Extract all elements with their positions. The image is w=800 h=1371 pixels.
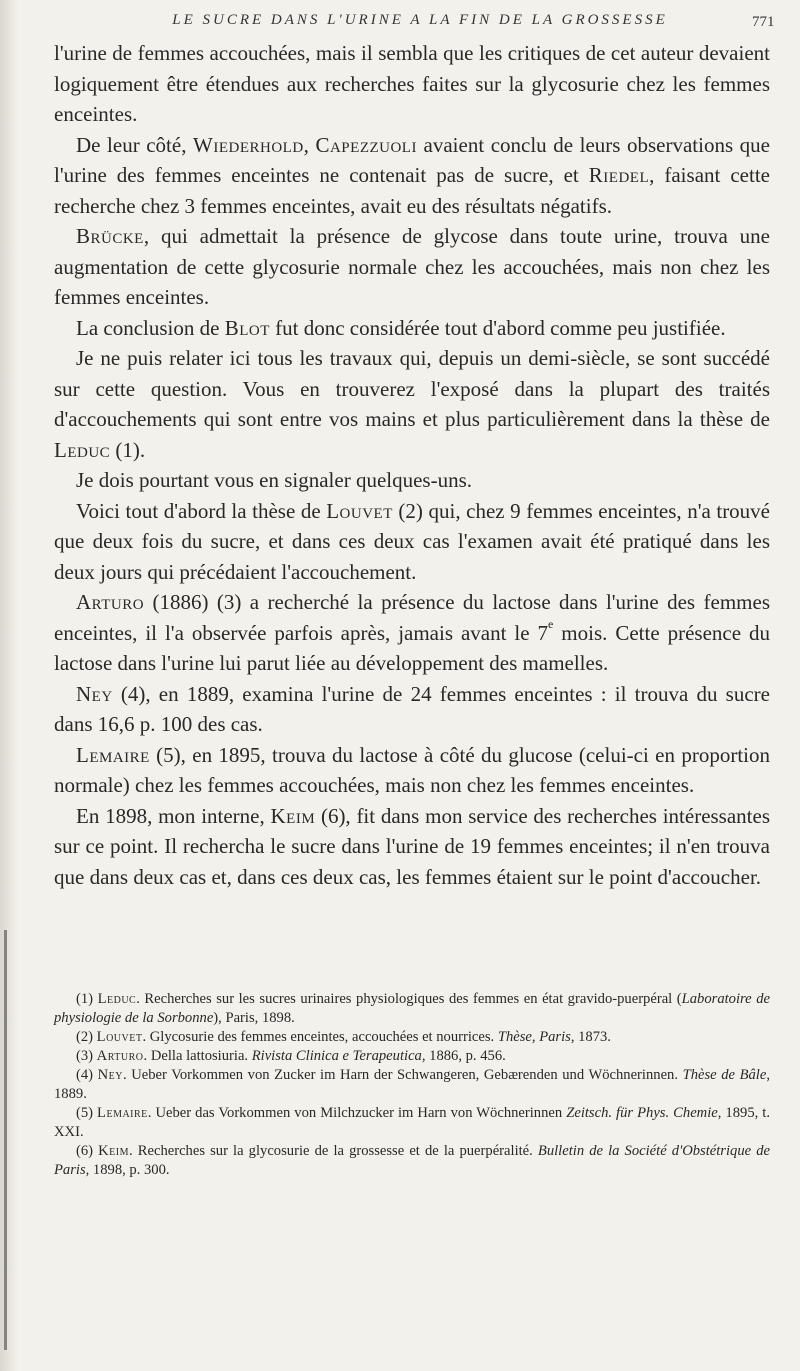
paragraph-text: (2) qui, chez 9 femmes enceintes, n'a trouvé que deux fois du sucre, et dans ces deux cas l'examen avait été pratiqué dans les deux jours qui précédaient l'accouchement. — [54, 498, 771, 584]
paragraph — [54, 679, 770, 740]
paragraph-text: De leur côté, — [76, 132, 194, 157]
paragraph — [54, 465, 770, 496]
author-name: Lemaire — [76, 742, 150, 767]
paragraph — [54, 587, 770, 679]
author-name: Keim — [270, 803, 316, 828]
footnote — [54, 1047, 770, 1066]
paragraph — [54, 38, 770, 130]
paragraph-text: La conclusion de — [76, 315, 225, 340]
footnote-source: Thèse, Paris — [497, 1029, 571, 1045]
author-name: Brücke — [76, 224, 144, 248]
paragraph — [54, 496, 770, 588]
body-text — [54, 38, 770, 892]
author-name: Ney — [76, 681, 113, 706]
footnote-source: Thèse de Bâle — [682, 1067, 767, 1083]
footnote — [54, 1066, 770, 1104]
footnote-text: ), Paris, 1898. — [213, 1010, 295, 1026]
paragraph-text: (6), fit dans mon service des recherches intéressantes sur ce point. Il rechercha le sucre dans l'urine de 19 femmes enceintes; il n'en trouva que dans deux cas et, dans ces deux cas, les femmes étaient sur le point d'accoucher. — [54, 803, 771, 889]
paragraph — [54, 221, 770, 313]
paragraph-text: avaient conclu de leurs observations que l'urine des femmes enceintes ne contenait pas de sucre, et — [54, 132, 770, 187]
author-name: Louvet — [326, 498, 393, 523]
paragraph — [54, 740, 770, 801]
paragraph-text: Voici tout d'abord la thèse de — [76, 498, 327, 523]
paragraph — [54, 801, 770, 893]
superscript: e — [548, 616, 554, 631]
footnote-text: , 1873. — [570, 1029, 611, 1045]
footnote-text: , 1886, p. 456. — [421, 1048, 506, 1064]
footnote-source: Bulletin de la Société d'Obstétrique de Paris — [54, 1143, 770, 1178]
footnote-number: (5) — [76, 1105, 98, 1121]
paragraph-text: Je dois pourtant vous en signaler quelques-uns. — [76, 468, 473, 492]
footnote-source: Rivista Clinica e Terapeutica — [251, 1048, 422, 1064]
footnote-text: . Ueber das Vorkommen von Milchzucker im Harn von Wöchnerinnen — [147, 1105, 567, 1121]
footnote-author: Arturo — [96, 1048, 144, 1064]
paragraph-text: (4), en 1889, examina l'urine de 24 femmes enceintes : il trouva du sucre dans 16,6 p. 100 des cas. — [54, 681, 770, 736]
paragraph-text: (1). — [110, 437, 146, 462]
page-number: 771 — [752, 14, 775, 30]
footnote-author: Lemaire — [97, 1105, 148, 1121]
binding-shadow — [0, 0, 18, 1371]
footnotes — [54, 990, 770, 1180]
footnote-text: . Della lattosiuria. — [143, 1048, 252, 1064]
paragraph-text: mois. Cette présence du lactose dans l'urine lui parut liée au développement des mamelles. — [54, 620, 770, 675]
footnote — [54, 1028, 770, 1047]
footnote-text: , 1898, p. 300. — [85, 1162, 170, 1178]
footnote-author: Ney — [97, 1067, 123, 1083]
paragraph-text: , faisant cette recherche chez 3 femmes enceintes, avait eu des résultats négatifs. — [54, 163, 770, 218]
footnote-author: Keim — [98, 1143, 129, 1159]
footnote-number: (2) — [76, 1029, 97, 1045]
paragraph-text: l'urine de femmes accouchées, mais il sembla que les critiques de cet auteur devaient logiquement être étendues aux recherches faites sur la glycosurie chez les femmes enceintes. — [54, 41, 770, 126]
paragraph — [54, 343, 770, 465]
paragraph-text: (1886) (3) a recherché la présence du lactose dans l'urine des femmes enceintes, il l'a observée parfois après, jamais avant le 7 — [54, 590, 770, 645]
author-name: Arturo — [76, 590, 145, 614]
footnote-number: (1) — [76, 991, 98, 1007]
footnote-author: Louvet — [96, 1029, 143, 1045]
footnote-number: (4) — [76, 1067, 98, 1083]
author-name: Riedel — [588, 163, 650, 187]
footnote-text: , 1889. — [54, 1067, 770, 1102]
paragraph-text: , qui admettait la présence de glycose dans toute urine, trouva une augmentation de cette glycosurie normale chez les accouchées, mais non chez les femmes enceintes. — [54, 224, 770, 309]
footnote — [54, 1104, 770, 1142]
author-name: Wiederhold — [193, 132, 304, 157]
footnote-text: , 1895, t. XXI. — [54, 1105, 770, 1140]
footnote-author: Leduc — [97, 991, 137, 1007]
footnote-source: Zeitsch. für Phys. Chemie — [566, 1105, 718, 1121]
footnote-text: . Recherches sur la glycosurie de la grossesse et de la puerpéralité. — [129, 1143, 538, 1159]
footnote — [54, 1142, 770, 1180]
footnote-text: . Glycosurie des femmes enceintes, accouchées et nourrices. — [142, 1029, 498, 1045]
paragraph-text: fut donc considérée tout d'abord comme peu justifiée. — [269, 315, 726, 340]
paragraph-text: En 1898, mon interne, — [76, 803, 271, 828]
binding-edge-mark — [4, 930, 7, 1350]
running-head: LE SUCRE DANS L'URINE A LA FIN DE LA GROSSESSE — [172, 12, 668, 28]
paragraph-text: , — [303, 132, 316, 157]
author-name: Leduc — [54, 437, 111, 462]
paragraph-text: Je ne puis relater ici tous les travaux qui, depuis un demi-siècle, se sont succédé sur cette question. Vous en trouverez l'exposé dans la plupart des traités d'accouchements qui sont entre vos mains et plus particulièrement dans la thèse de — [54, 346, 770, 431]
paragraph-text: (5), en 1895, trouva du lactose à côté du glucose (celui-ci en proportion normale) chez les femmes accouchées, mais non chez les femmes enceintes. — [54, 742, 770, 797]
footnote-text: . Ueber Vorkommen von Zucker im Harn der Schwangeren, Gebærenden und Wöchnerinnen. — [122, 1067, 683, 1083]
footnote — [54, 990, 770, 1028]
footnote-number: (6) — [76, 1143, 99, 1159]
footnote-number: (3) — [76, 1048, 97, 1064]
paragraph — [54, 313, 770, 344]
author-name: Capezzuoli — [315, 132, 417, 157]
footnote-text: . Recherches sur les sucres urinaires physiologiques des femmes en état gravido-puerpéral ( — [136, 991, 682, 1007]
footnote-source: Laboratoire de physiologie de la Sorbonne — [54, 991, 770, 1026]
author-name: Blot — [224, 315, 270, 340]
paragraph — [54, 130, 770, 222]
